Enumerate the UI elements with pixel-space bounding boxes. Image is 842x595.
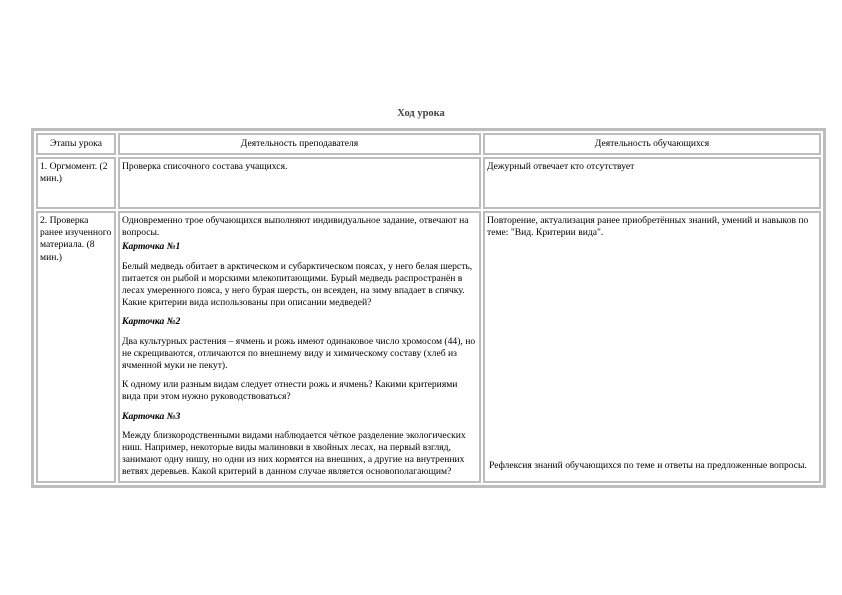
card-3-text: Между близкородственными видами наблюдается чёткое разделение экологических ниш. Например, некоторые виды малиновки в хвойных лесах, на первый взгляд, занимают одну нишу, но одни из них кормятся на внешних, а другие на внутренних ветвях деревьев. Какой критерий в данном случае является основополагающим? bbox=[122, 429, 466, 478]
table-header-row bbox=[36, 133, 821, 155]
table-row bbox=[36, 157, 821, 209]
student-activity-reflection: Рефлексия знаний обучающихся по теме и ответы на предложенные вопросы. bbox=[489, 460, 807, 472]
page-title: Ход урока bbox=[397, 108, 445, 119]
header-stages: Этапы урока bbox=[36, 133, 116, 155]
card-1-text: Белый медведь обитает в арктическом и субарктическом поясах, у него белая шерсть, питается он рыбой и морскими млекопитающими. Бурый медведь распространён в лесах умеренного пояса, у него бурая шерсть, он всеяден, на зиму впадает в спячку. Какие критерии вида использованы при описании медведей? bbox=[122, 260, 473, 309]
card-2-title: Карточка №2 bbox=[122, 316, 181, 328]
card-2-question: К одному или разным видам следует отнести рожь и ячмень? Какими критериями вида при этом нужно руководствоваться? bbox=[122, 379, 458, 403]
lesson-plan-table bbox=[31, 128, 826, 488]
student-activity-top: Повторение, актуализация ранее приобретённых знаний, умений и навыков по теме: "Вид. Критерии вида". bbox=[487, 215, 809, 239]
intro-text: Одновременно трое обучающихся выполняют индивидуальное задание, отвечают на вопросы. bbox=[122, 215, 469, 239]
stage-cell: 2. Проверка ранее изученного материала. (8 мин.) bbox=[36, 211, 116, 483]
teacher-cell bbox=[118, 211, 481, 483]
card-3-title: Карточка №3 bbox=[122, 410, 181, 422]
card-2-text: Два культурных растения – ячмень и рожь имеют одинаковое число хромосом (44), но не скрещиваются, отличаются по внешнему виду и химическому составу (хлеб из ячменной муки не пекут). bbox=[122, 335, 476, 372]
stage-cell: 1. Оргмомент. (2 мин.) bbox=[36, 157, 116, 209]
teacher-cell: Проверка списочного состава учащихся. bbox=[118, 157, 481, 209]
table-row bbox=[36, 211, 821, 483]
card-1-title: Карточка №1 bbox=[122, 241, 181, 253]
student-cell: Дежурный отвечает кто отсутствует bbox=[483, 157, 821, 209]
student-cell bbox=[483, 211, 821, 483]
header-student-activity: Деятельность обучающихся bbox=[483, 133, 821, 155]
header-teacher-activity: Деятельность преподавателя bbox=[118, 133, 481, 155]
